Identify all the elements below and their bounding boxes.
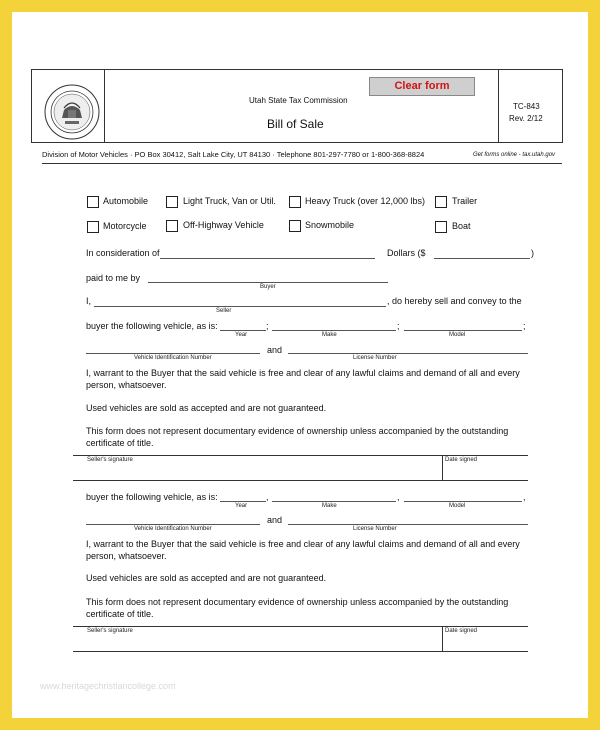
model-caption: Model [449, 332, 466, 338]
used-vehicle-note-2: Used vehicles are sold as accepted and are not guaranteed. [86, 573, 327, 583]
year-field[interactable] [220, 330, 266, 331]
not-document-line2-2: certificate of title. [86, 609, 154, 619]
make-field-2[interactable] [272, 501, 396, 502]
convey-label: , do hereby sell and convey to the [387, 296, 522, 306]
form-title: Bill of Sale [267, 117, 324, 131]
model-field-2[interactable] [404, 501, 522, 502]
snowmobile-label: Snowmobile [305, 220, 355, 230]
state-seal-icon [44, 84, 100, 140]
vin-field-2[interactable] [86, 524, 260, 525]
make-caption-2: Make [322, 503, 337, 509]
automobile-label: Automobile [103, 196, 149, 206]
year-caption-2: Year [235, 503, 248, 509]
make-sep-2: , [397, 492, 400, 502]
signature-divider [442, 456, 443, 480]
model-sep-2: , [523, 492, 526, 502]
off-highway-label: Off-Highway Vehicle [183, 220, 264, 230]
vin-caption-2: Vehicle Identification Number [134, 526, 212, 532]
warrant-text-line2-2: person, whatsoever. [86, 551, 167, 561]
paid-to-label: paid to me by [86, 273, 141, 283]
header-rule [42, 163, 562, 164]
seller-i-label: I, [86, 296, 92, 306]
watermark-text: www.heritagechristiancollege.com [40, 681, 176, 691]
consideration-label: In consideration of [86, 248, 160, 258]
automobile-checkbox[interactable] [87, 196, 99, 208]
form-revision: Rev. 2/12 [509, 114, 543, 123]
buyer-caption: Buyer [260, 284, 276, 290]
not-document-line1: This form does not represent documentary evidence of ownership unless accompanied by the outstanding [86, 426, 509, 436]
year-caption: Year [235, 332, 248, 338]
date-signed-field[interactable] [445, 465, 527, 479]
form-number: TC-843 [513, 102, 540, 111]
signature-divider-2 [442, 627, 443, 651]
not-document-line2: certificate of title. [86, 438, 154, 448]
make-sep: ; [397, 321, 400, 331]
seller-name-field[interactable] [94, 306, 386, 307]
seller-caption: Seller [216, 308, 232, 314]
year-sep: ; [266, 321, 269, 331]
warrant-text-line2: person, whatsoever. [86, 380, 167, 390]
agency-name: Utah State Tax Commission [249, 96, 348, 105]
used-vehicle-note: Used vehicles are sold as accepted and are not guaranteed. [86, 403, 327, 413]
license-caption: License Number [353, 355, 397, 361]
header-divider-right [498, 70, 499, 142]
dollars-field[interactable] [434, 258, 530, 259]
year-sep-2: , [266, 492, 269, 502]
seller-signature-label: Seller's signature [87, 457, 133, 463]
heavy-truck-checkbox[interactable] [289, 196, 301, 208]
license-caption-2: License Number [353, 526, 397, 532]
year-field-2[interactable] [220, 501, 266, 502]
light-truck-label: Light Truck, Van or Util. [183, 196, 276, 206]
clear-form-button[interactable]: Clear form [369, 77, 475, 96]
header-box [31, 69, 563, 143]
consideration-field[interactable] [160, 258, 375, 259]
warrant-text-line1-2: I, warrant to the Buyer that the said vehicle is free and clear of any lawful claims and demand of all and every [86, 539, 520, 549]
buyer-vehicle-label-2: buyer the following vehicle, as is: [86, 492, 218, 502]
boat-label: Boat [452, 221, 471, 231]
vin-caption: Vehicle Identification Number [134, 355, 212, 361]
forms-online-note: Get forms online - tax.utah.gov [473, 152, 556, 158]
motorcycle-checkbox[interactable] [87, 221, 99, 233]
trailer-checkbox[interactable] [435, 196, 447, 208]
dollars-label: Dollars ($ [387, 248, 426, 258]
heavy-truck-label: Heavy Truck (over 12,000 lbs) [305, 196, 426, 206]
agency-address: Division of Motor Vehicles · PO Box 30412, Salt Lake City, UT 84130 · Telephone 801-297-7780 or 1-800-368-8824 [42, 150, 425, 159]
and-label: and [267, 345, 283, 355]
seller-signature-field[interactable] [86, 465, 441, 479]
dollars-close-paren: ) [531, 248, 534, 258]
buyer-name-field[interactable] [148, 282, 388, 283]
warrant-text-line1: I, warrant to the Buyer that the said vehicle is free and clear of any lawful claims and demand of all and every [86, 368, 520, 378]
not-document-line1-2: This form does not represent documentary evidence of ownership unless accompanied by the outstanding [86, 597, 509, 607]
model-sep: ; [523, 321, 526, 331]
motorcycle-label: Motorcycle [103, 221, 147, 231]
seller-signature-label-2: Seller's signature [87, 628, 133, 634]
boat-checkbox[interactable] [435, 221, 447, 233]
license-field-2[interactable] [288, 524, 528, 525]
buyer-vehicle-label: buyer the following vehicle, as is: [86, 321, 218, 331]
license-field[interactable] [288, 353, 528, 354]
date-signed-field-2[interactable] [445, 636, 527, 650]
vin-field[interactable] [86, 353, 260, 354]
seller-signature-field-2[interactable] [86, 636, 441, 650]
date-signed-label-2: Date signed [445, 628, 478, 634]
and-label-2: and [267, 515, 283, 525]
header-divider-left [104, 70, 105, 142]
snowmobile-checkbox[interactable] [289, 220, 301, 232]
make-field[interactable] [272, 330, 396, 331]
date-signed-label: Date signed [445, 457, 478, 463]
off-highway-checkbox[interactable] [166, 220, 178, 232]
model-field[interactable] [404, 330, 522, 331]
trailer-label: Trailer [452, 196, 478, 206]
make-caption: Make [322, 332, 337, 338]
model-caption-2: Model [449, 503, 466, 509]
light-truck-checkbox[interactable] [166, 196, 178, 208]
